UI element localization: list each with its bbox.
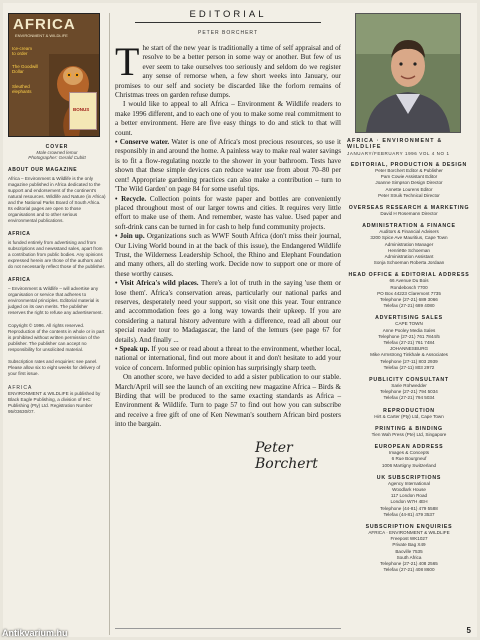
- section-line: Freepost WK1027: [390, 536, 428, 542]
- masthead-section: [345, 272, 473, 309]
- about-heading: ABOUT OUR MAGAZINE: [8, 167, 78, 173]
- masthead: [345, 138, 473, 156]
- cover-line: The Goodwill: [12, 64, 39, 69]
- cover-bonus-badge: [69, 92, 97, 130]
- section-line: Hirt & Carter (Pty) Ltd, Cape Town: [374, 413, 444, 419]
- copyright-text: Copyright © 1996. All rights reserved. Reproduction of the contents in whole or in part is prohibited without written permission of the publisher. The publisher can accept no responsibility for unsolicited material.: [8, 323, 105, 352]
- subs-text: Subscription rates and enquiries: see panel. Please allow six to eight weeks for delivery of your first issue.: [8, 359, 101, 376]
- paragraph-text: he start of the new year is traditionally a time of self appraisal and of resolve to be a better person in some way or another. But few of us ever seem to take ourselves too seriously and seldom do we register any sense of remorse when, a few short weeks into January, our promises to our self and society be discarded like the forlorn remains of Christmas trees on garden refuse dumps.: [115, 44, 341, 100]
- section-heading: REPRODUCTION: [383, 407, 435, 414]
- section-line: Telephone (27-21) 761 7844/5: [378, 333, 440, 339]
- section-line: Sonja Schoeman Roberta Jordaan: [373, 260, 445, 266]
- section-line: Telephone (27-21) 689 3066: [380, 297, 438, 303]
- masthead-section: [345, 426, 473, 438]
- bullet-lead: • Recycle.: [115, 194, 147, 203]
- africa-heading: AFRICA: [8, 231, 31, 237]
- section-line: AFRICA · ENVIRONMENT & WILDLIFE: [368, 529, 450, 535]
- bullet-text: Water is one of Africa's most precious resources, so use it responsibly in and around the home. A painless way to make real water savings is to fit a flow-regulating nozzle to the shower in your bathroom. Tests have shown that these simple devices can reduce water use from about 70–80 per cent! Appropriate gardening practices can also make a contribution – turn to 'The Wild Garden' on page 84 for some useful tips.: [115, 138, 341, 194]
- section-line: Telephone (27-21) 408 2565: [380, 560, 438, 566]
- section-line: London W7H 4EH: [390, 499, 428, 505]
- section-line: Administration Manager: [384, 241, 434, 247]
- section-line: Telephone (27-21) 794 5034: [380, 389, 438, 395]
- magazine-page: [3, 3, 477, 637]
- section-heading: UK SUBSCRIPTIONS: [376, 474, 442, 481]
- bullet-paragraph: [115, 232, 341, 279]
- section-heading: EDITORIAL, PRODUCTION & DESIGN: [350, 162, 468, 168]
- bullet-lead: • Join up.: [115, 232, 145, 241]
- bullet-text: There's a lot of truth in the saying 'use them or lose them'. Africa's conservation areas, particularly our national parks and reserves, desperately need your support, so visit one this year. Tour entrance and accommodation fees go a long way towards their upkeep. If you are considering a natural history adventure with a difference, read all about our special reader tour to Madagascar, the land of the lemurs (see page 67 for details). And finally ...: [115, 279, 341, 344]
- section-heading: SUBSCRIPTION ENQUIRIES: [365, 523, 453, 530]
- right-column: [345, 13, 473, 633]
- editor-portrait: [355, 13, 461, 133]
- masthead-section: [345, 475, 473, 518]
- bullet-paragraph: [115, 138, 341, 194]
- section-line: Administration Assistant: [384, 254, 434, 260]
- bullet-lead: • Visit Africa's wild places.: [115, 279, 199, 288]
- section-line: Telefax (27-21) 408 8600: [383, 567, 435, 573]
- paragraph: On another score, we have decided to add a sister publication to our stable. March/April will see the launch of an exciting new magazine Africa – Birds & Birding that will be produced to the same exacting standards as Africa – Environment & Wildlife. Turn to page 57 to find out how you can subscribe and receive a free gift of one of Ken Newman's southern African bird posters into the bargain.: [115, 373, 341, 429]
- section-line: Telefax (44-81) 479 3537: [383, 511, 435, 517]
- masthead-section: [345, 205, 473, 217]
- section-line: Telephone (44-81) 479 5588: [380, 505, 438, 511]
- cover-line: Dollar: [12, 69, 24, 74]
- masthead-section: [345, 408, 473, 420]
- section-line: Joanne Simpson Design Director: [375, 180, 443, 186]
- bullet-text: If you see or read about a threat to the environment, whether local, national or international, find out more about it and don't hesitate to add your voice of concern. Informed public opinion has surprisingly sharp teeth.: [115, 345, 341, 372]
- watermark: Antikvarium.hu: [2, 628, 68, 638]
- masthead-section: [345, 377, 473, 402]
- section-line: CAPE TOWN: [395, 321, 423, 327]
- section-line: South Africa: [396, 554, 422, 560]
- masthead-sections: [345, 162, 473, 573]
- section-line: Telefax (27-21) 794 5034: [383, 395, 435, 401]
- paragraph: I would like to appeal to all Africa – Environment & Wildlife readers to make 1996 different, and to each one of you to make some real commitment to a better environment. Here are five easy things to do and stick to that will count.: [115, 100, 341, 137]
- section-line: 66 Avenue Du Bois: [389, 278, 429, 284]
- drop-cap: T: [115, 39, 140, 84]
- section-line: Peter Borchert Editor & Publisher: [375, 168, 443, 173]
- cover-subtitle: ENVIRONMENT & WILDLIFE: [15, 33, 68, 38]
- cover-thumbnail: [8, 13, 100, 137]
- africa2-heading: AFRICA: [8, 277, 31, 283]
- section-heading: EUROPEAN ADDRESS: [374, 444, 444, 451]
- section-line: 6 Rue Bourgneuf: [391, 456, 427, 462]
- editorial-heading: EDITORIAL: [135, 9, 321, 23]
- section-heading: PUBLICITY CONSULTANT: [369, 377, 449, 384]
- bullet-lead: • Conserve water.: [115, 138, 170, 147]
- paragraph: [115, 39, 341, 100]
- section-line: Woodlark House: [392, 486, 426, 492]
- masthead-section: [345, 162, 473, 199]
- masthead-section: [345, 223, 473, 266]
- section-line: Telefax (27-11) 803 2972: [383, 364, 435, 370]
- bullet-paragraph: [115, 345, 341, 373]
- africa-text: is funded entirely from advertising and from subscriptions and newsstand sales, apart from a contribution from public bodies. Any opinions expressed herein are those of the authors and do not necessarily reflect those of the publisher.: [8, 240, 106, 269]
- left-column: [8, 13, 106, 635]
- bullet-paragraph: [115, 279, 341, 345]
- bottom-logo: AFRICA: [8, 385, 33, 391]
- column-divider: [109, 13, 110, 635]
- cover-title: AFRICA: [13, 16, 76, 33]
- section-line: 3200 Spice Ave Mauritius, Cape Town: [370, 235, 448, 241]
- signature: Peter Borchert: [255, 439, 318, 472]
- cover-line: Sleuthed: [12, 84, 30, 89]
- section-line: 1006 Martigny Switzerland: [381, 462, 437, 468]
- africa2-text: – Environment & Wildlife – will advertise any organisation or service that adheres to environmental principles. Editorial material is judged on its own merits. The publisher reserves the right to refuse any advertisement.: [8, 286, 103, 315]
- section-line: Peter Struik Technical Director: [378, 192, 440, 198]
- page-number: 5: [466, 626, 471, 635]
- cover-caption: Male crowned lemur: [36, 150, 78, 155]
- section-line: Bacville 7535: [395, 548, 423, 554]
- section-line: Henriëtte Schoeman: [388, 247, 430, 253]
- section-line: Private Bag X49: [392, 542, 426, 548]
- section-line: Telephone (27-11) 803 2939: [380, 358, 438, 364]
- bullet-text: Collection points for waste paper and bottles are conveniently placed throughout most of our larger towns and cities. It requires very little effort to make use of them. And remember, waste has value. Used paper and soft-drink cans can be turned in for cash to help fund community projects.: [115, 194, 342, 231]
- bullet-lead: • Speak up.: [115, 345, 150, 353]
- editorial-column: [115, 9, 341, 637]
- section-line: Pam Cowie Assistant Editor: [380, 174, 438, 180]
- cover-line: Ice-cream: [12, 46, 33, 51]
- editorial-body: [115, 39, 342, 430]
- section-line: Images & Concepts: [388, 450, 430, 456]
- masthead-brand: AFRICA · ENVIRONMENT & WILDLIFE: [347, 138, 443, 150]
- bullet-text: Organizations such as WWF South Africa (don't miss their journal, Our Living World bound in at the back of this issue), the Endangered Wildlife Trust, the Wilderness Leadership School, the Rhino and Elephant Foundation and many others, all do sterling work. Decide now to support one or more of these worthy causes.: [115, 232, 341, 278]
- about-text: Africa – Environment & Wildlife is the only magazine published in Africa dedicated to the support and endorsement of the continent's natural resources. Wildlife and Nature (in Africa) and the National Parks Board of South Africa. Its editorial pages are open to those organisations and to other serious environmental publications.: [8, 176, 106, 223]
- section-line: 117 London Road: [390, 493, 428, 499]
- section-line: Annette Lourens Editor: [385, 186, 433, 192]
- section-line: Anne Pooley Media Sales: [382, 327, 436, 333]
- bottom-rule: [115, 628, 341, 629]
- bullet-paragraph: [115, 195, 341, 233]
- section-line: Agency International: [388, 480, 430, 486]
- section-line: David H Rosemann Director: [380, 211, 438, 217]
- masthead-section: [345, 315, 473, 371]
- section-line: Auditors & Financial Advisers: [379, 229, 439, 235]
- section-line: Sarie Rohwedder: [391, 383, 427, 389]
- section-line: Tien Wah Press (Pte) Ltd, Singapore: [371, 431, 447, 437]
- portrait-image: [356, 14, 460, 132]
- badge-label: BONUS: [73, 107, 90, 112]
- publisher-text: ENVIRONMENT & WILDLIFE is published by Black Eagle Publishing, a division of IHC Publishing (Pty) Ltd. Registration Number 95/03630/07.: [8, 391, 101, 414]
- masthead-issue: JANUARY/FEBRUARY 1996 VOL 4 NO 1: [347, 151, 450, 156]
- section-heading: OVERSEAS RESEARCH & MARKETING: [348, 205, 470, 212]
- cover-line: to order: [12, 51, 28, 56]
- section-line: JOHANNESBURG: [389, 346, 429, 352]
- masthead-section: [345, 444, 473, 469]
- section-line: PO Box 44223 Claremont 7735: [377, 290, 441, 296]
- masthead-section: [345, 524, 473, 573]
- cover-heading: COVER: [45, 144, 69, 150]
- section-heading: ADMINISTRATION & FINANCE: [362, 223, 456, 230]
- section-heading: ADVERTISING SALES: [375, 315, 443, 322]
- cover-photographer: Photographer: Gerald Cubitt: [28, 155, 86, 160]
- section-line: Telefax (27-21) 761 7484: [383, 340, 435, 346]
- section-line: Telefax (27-21) 689 4080: [383, 303, 435, 309]
- section-heading: PRINTING & BINDING: [375, 425, 443, 432]
- section-heading: HEAD OFFICE & EDITORIAL ADDRESS: [348, 272, 470, 279]
- section-line: Mike Armstrong Tinkhale & Associates: [370, 352, 448, 358]
- section-line: Rondebosch 7700: [390, 284, 428, 290]
- cover-line: elephants: [12, 89, 32, 94]
- editorial-byline: PETER BORCHERT: [197, 30, 259, 36]
